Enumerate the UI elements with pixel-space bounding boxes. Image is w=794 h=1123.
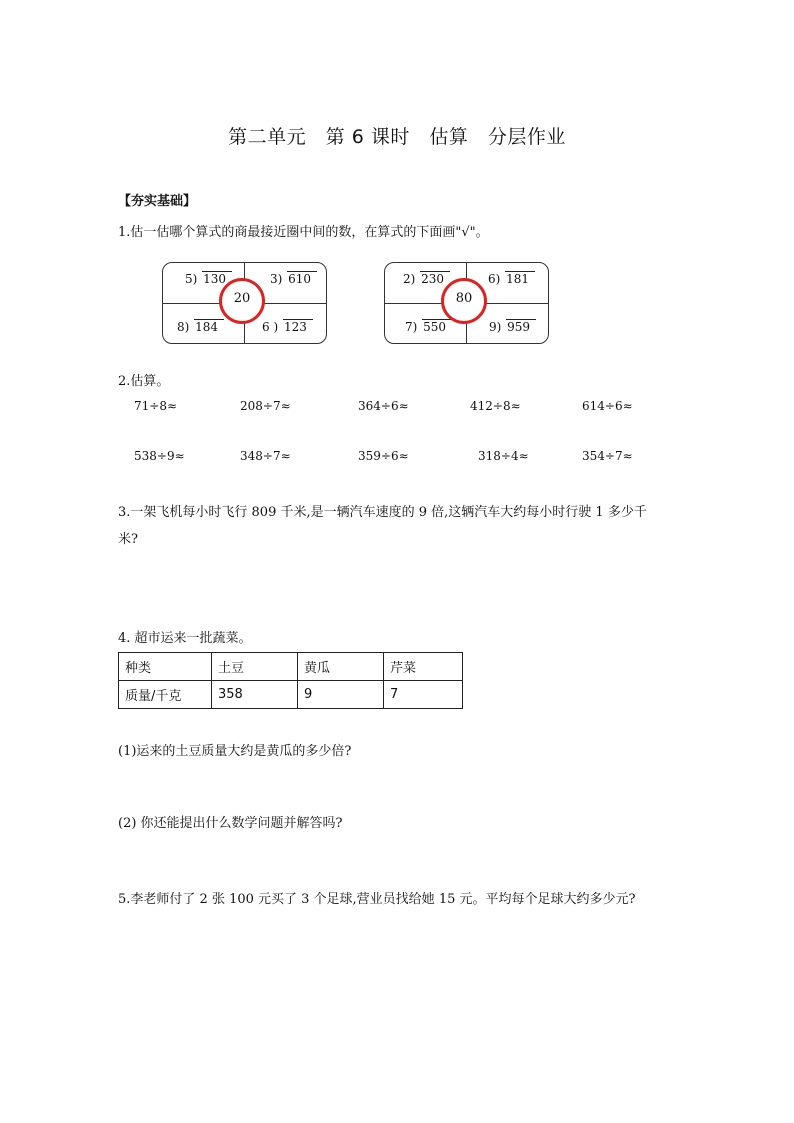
estimate-item: 354÷7≈ <box>582 449 633 463</box>
table-cell: 黄瓜 <box>298 653 384 681</box>
question-4-text: 4. 超市运来一批蔬菜。 <box>118 631 252 646</box>
table-cell: 质量/千克 <box>119 681 212 709</box>
estimate-item: 208÷7≈ <box>240 399 291 413</box>
question-5-text: 5.李老师付了 2 张 100 元买了 3 个足球,营业员找给她 15 元。平均每个足球大约多少元? <box>118 892 636 907</box>
estimate-item: 318÷4≈ <box>478 449 529 463</box>
question-3-line-2: 米? <box>118 532 138 547</box>
estimate-item: 412÷8≈ <box>470 399 521 413</box>
division-expression[interactable]: 2) 230 <box>403 272 450 286</box>
page-title: 第二单元 第 6 课时 估算 分层作业 <box>228 126 566 148</box>
estimate-item: 71÷8≈ <box>134 399 178 413</box>
table-row <box>119 681 463 709</box>
question-3-line-1: 3.一架飞机每小时飞行 809 千米,是一辆汽车速度的 9 倍,这辆汽车大约每小时行驶 1 多少千 <box>118 505 647 520</box>
division-expression[interactable]: 8) 184 <box>177 320 224 334</box>
table-cell: 土豆 <box>212 653 298 681</box>
estimate-box-2 <box>384 262 549 344</box>
division-expression[interactable]: 7) 550 <box>405 320 452 334</box>
question-2-text: 2.估算。 <box>118 374 170 389</box>
question-4-sub-1: (1)运来的土豆质量大约是黄瓜的多少倍? <box>118 744 352 759</box>
section-heading: 【夯实基础】 <box>118 194 197 209</box>
division-expression[interactable]: 5) 130 <box>185 272 232 286</box>
table-cell: 芹菜 <box>384 653 463 681</box>
division-expression[interactable]: 3) 610 <box>270 272 317 286</box>
question-4-sub-2: (2) 你还能提出什么数学问题并解答吗? <box>118 816 343 831</box>
estimate-item: 614÷6≈ <box>582 399 633 413</box>
division-expression[interactable]: 6 ) 123 <box>262 320 313 334</box>
target-number: 80 <box>455 291 473 306</box>
table-cell: 9 <box>298 681 384 709</box>
question-1-text: 1.估一估哪个算式的商最接近圈中间的数，在算式的下面画"√"。 <box>118 225 489 240</box>
division-expression[interactable]: 6) 181 <box>488 272 535 286</box>
target-number: 20 <box>233 291 251 306</box>
table-cell: 种类 <box>119 653 212 681</box>
division-expression[interactable]: 9) 959 <box>489 320 536 334</box>
estimate-item: 538÷9≈ <box>134 449 185 463</box>
estimate-item: 359÷6≈ <box>358 449 409 463</box>
table-cell: 7 <box>384 681 463 709</box>
estimate-box-1 <box>162 262 327 344</box>
vegetable-table <box>118 652 463 709</box>
estimate-item: 364÷6≈ <box>358 399 409 413</box>
estimate-item: 348÷7≈ <box>240 449 291 463</box>
table-cell: 358 <box>212 681 298 709</box>
table-row <box>119 653 463 681</box>
